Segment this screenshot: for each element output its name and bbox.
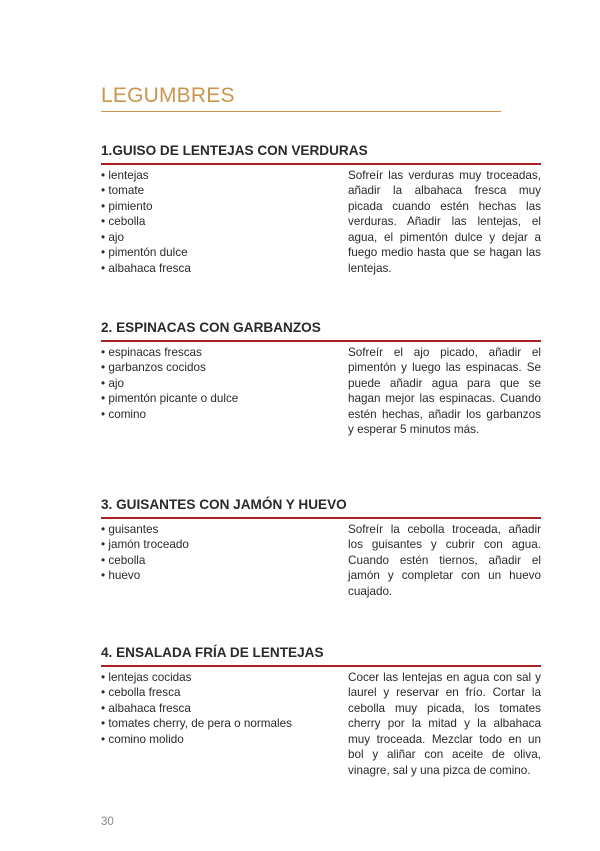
section-title: LEGUMBRES xyxy=(101,84,235,107)
recipe-2 xyxy=(101,320,541,438)
ingredient-item: • pimentón dulce xyxy=(101,245,341,261)
recipe-instructions: Sofreír el ajo picado, añadir el pimentón y luego las espinacas. Se puede añadir agua para que se hagan mejor las espinacas. Cuando estén hechas, añadir los garbanzos y esperar 5 minutos más. xyxy=(348,345,541,437)
ingredient-list xyxy=(101,670,341,779)
ingredient-list xyxy=(101,168,341,277)
ingredient-item: • ajo xyxy=(101,376,341,392)
ingredient-item: • espinacas frescas xyxy=(101,345,341,361)
ingredient-item: • comino molido xyxy=(101,732,341,748)
recipe-title: 1.GUISO DE LENTEJAS CON VERDURAS xyxy=(101,143,368,158)
ingredient-item: • guisantes xyxy=(101,522,341,538)
ingredient-item: • pimentón picante o dulce xyxy=(101,391,341,407)
ingredient-list xyxy=(101,345,341,439)
section-title-rule xyxy=(101,111,501,112)
ingredient-item: • tomate xyxy=(101,183,341,199)
recipe-instructions: Sofreír la cebolla troceada, añadir los guisantes y cubrir con agua. Cuando estén tiernos, añadir el jamón y completar con un huevo cuajado. xyxy=(348,522,541,598)
recipe-title-rule xyxy=(101,340,541,342)
recipe-1 xyxy=(101,143,541,277)
ingredient-item: • cebolla xyxy=(101,214,341,230)
ingredient-item: • huevo xyxy=(101,568,341,584)
ingredient-item: • comino xyxy=(101,407,341,423)
ingredient-item: • albahaca fresca xyxy=(101,701,341,717)
ingredient-item: • albahaca fresca xyxy=(101,261,341,277)
ingredient-item: • tomates cherry, de pera o normales xyxy=(101,716,341,732)
ingredient-item: • jamón troceado xyxy=(101,537,341,553)
recipe-title: 4. ENSALADA FRÍA DE LENTEJAS xyxy=(101,645,324,660)
recipe-title-rule xyxy=(101,163,541,165)
recipe-title: 2. ESPINACAS CON GARBANZOS xyxy=(101,320,321,335)
ingredient-list xyxy=(101,522,341,600)
recipe-3 xyxy=(101,497,541,599)
ingredient-item: • cebolla xyxy=(101,553,341,569)
recipe-instructions: Cocer las lentejas en agua con sal y laurel y reservar en frío. Cortar la cebolla muy picada, los tomates cherry por la mitad y la albahaca muy troceada. Mezclar todo en un bol y aliñar con aceite de oliva, vinagre, sal y una pizca de comino. xyxy=(348,670,541,778)
ingredient-item: • cebolla fresca xyxy=(101,685,341,701)
recipe-title-rule xyxy=(101,517,541,519)
page-number: 30 xyxy=(101,816,114,828)
recipe-title-rule xyxy=(101,665,541,667)
ingredient-item: • lentejas cocidas xyxy=(101,670,341,686)
recipe-4 xyxy=(101,645,541,779)
ingredient-item: • garbanzos cocidos xyxy=(101,360,341,376)
ingredient-item: • ajo xyxy=(101,230,341,246)
recipe-instructions: Sofreír las verduras muy troceadas, añadir la albahaca fresca muy picada cuando estén hechas las verduras. Añadir las lentejas, el agua, el pimentón dulce y dejar a fuego medio hasta que se hagan las lentejas. xyxy=(348,168,541,276)
ingredient-item: • lentejas xyxy=(101,168,341,184)
recipe-title: 3. GUISANTES CON JAMÓN Y HUEVO xyxy=(101,497,347,512)
ingredient-item: • pimiento xyxy=(101,199,341,215)
